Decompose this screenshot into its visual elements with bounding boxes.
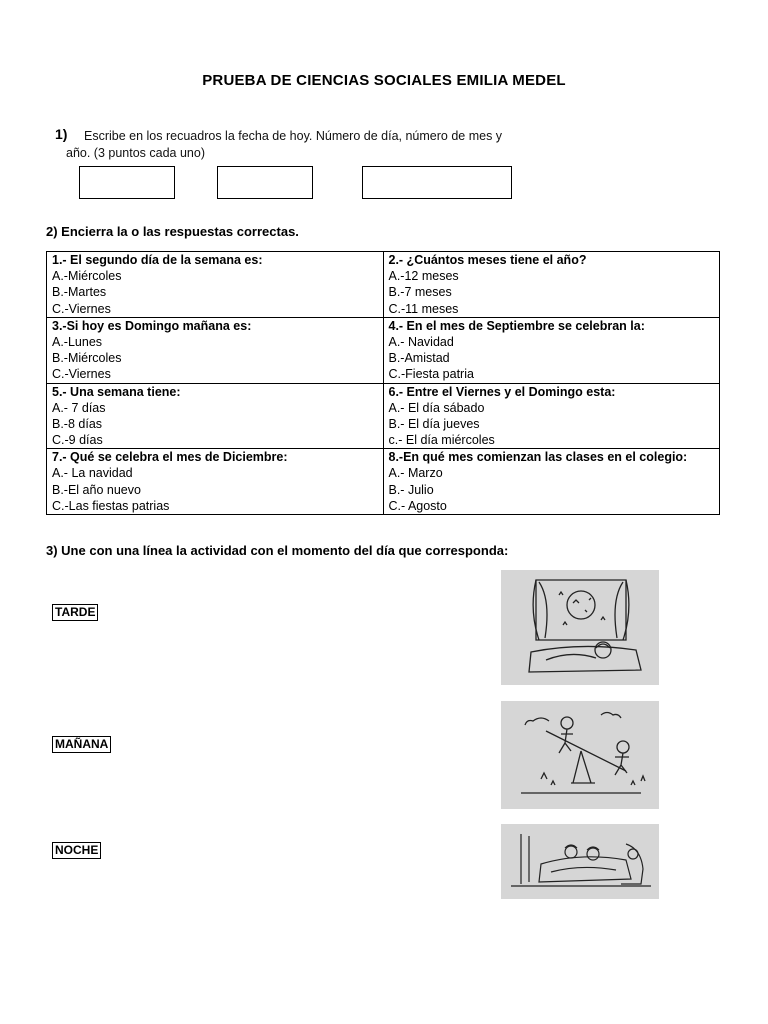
- children-seesaw-illustration[interactable]: [501, 701, 659, 809]
- question-text: 2.- ¿Cuántos meses tiene el año?: [388, 253, 587, 267]
- label-tarde[interactable]: TARDE: [52, 604, 98, 621]
- month-answer-box[interactable]: [217, 166, 313, 199]
- answer-option[interactable]: C.-9 días: [52, 433, 103, 448]
- question-cell: [47, 252, 384, 318]
- answer-option[interactable]: B.-El año nuevo: [52, 482, 141, 497]
- question-text: 3.-Si hoy es Domingo mañana es:: [52, 318, 252, 333]
- question-text: 6.- Entre el Viernes y el Domingo esta:: [388, 384, 616, 399]
- question-1-number: 1): [55, 126, 68, 142]
- table-row: [47, 383, 720, 449]
- answer-option[interactable]: B.-7 meses: [388, 285, 452, 300]
- answer-option[interactable]: A.-Lunes: [52, 334, 103, 349]
- answer-option[interactable]: B.-Amistad: [388, 351, 450, 366]
- answer-option[interactable]: B.-Miércoles: [52, 351, 122, 366]
- answer-option[interactable]: C.-Viernes: [52, 367, 111, 382]
- question-cell: [383, 383, 720, 449]
- question-text: 7.- Qué se celebra el mes de Diciembre:: [52, 450, 288, 465]
- question-cell: [383, 252, 720, 318]
- answer-option[interactable]: B.-Martes: [52, 285, 107, 300]
- answer-option[interactable]: A.- El día sábado: [388, 400, 485, 415]
- answer-option[interactable]: A.-12 meses: [388, 269, 459, 284]
- question-cell: [383, 449, 720, 515]
- answer-option[interactable]: A.- La navidad: [52, 466, 133, 481]
- day-answer-box[interactable]: [79, 166, 175, 199]
- answer-option[interactable]: C.-Fiesta patria: [388, 367, 474, 382]
- question-cell: [47, 449, 384, 515]
- children-in-bed-drawing: [501, 824, 659, 899]
- table-row: [47, 252, 720, 318]
- answer-option[interactable]: A.- Navidad: [388, 334, 454, 349]
- label-manana[interactable]: MAÑANA: [52, 736, 111, 753]
- answer-option[interactable]: A.- Marzo: [388, 466, 443, 481]
- question-text: 5.- Una semana tiene:: [52, 384, 181, 399]
- children-in-bed-illustration[interactable]: [501, 824, 659, 899]
- question-cell: [47, 317, 384, 383]
- label-noche[interactable]: NOCHE: [52, 842, 101, 859]
- question-cell: [47, 383, 384, 449]
- answer-option[interactable]: C.-Las fiestas patrias: [52, 498, 170, 513]
- answer-option[interactable]: B.-8 días: [52, 416, 103, 431]
- multiple-choice-table: [46, 251, 720, 515]
- sleeping-child-window-illustration[interactable]: [501, 570, 659, 685]
- question-3-heading: 3) Une con una línea la actividad con el momento del día que corresponda:: [46, 543, 509, 558]
- answer-option[interactable]: C.- Agosto: [388, 498, 447, 513]
- answer-option[interactable]: C.-11 meses: [388, 301, 459, 316]
- question-cell: [383, 317, 720, 383]
- question-2-heading: 2) Encierra la o las respuestas correctas.: [46, 224, 299, 239]
- sleeping-child-window-drawing: [501, 570, 659, 685]
- question-1-text: Escribe en los recuadros la fecha de hoy. Número de día, número de mes y año. (3 puntos cada uno): [66, 129, 503, 160]
- answer-option[interactable]: B.- Julio: [388, 482, 434, 497]
- answer-option[interactable]: A.-Miércoles: [52, 269, 122, 284]
- answer-option[interactable]: C.-Viernes: [52, 301, 111, 316]
- children-seesaw-drawing: [501, 701, 659, 809]
- table-row: [47, 317, 720, 383]
- table-row: [47, 449, 720, 515]
- answer-option[interactable]: A.- 7 días: [52, 400, 106, 415]
- answer-option[interactable]: B.- El día jueves: [388, 416, 480, 431]
- question-text: 4.- En el mes de Septiembre se celebran la:: [388, 318, 645, 333]
- question-text: 8.-En qué mes comienzan las clases en el colegio:: [388, 450, 688, 465]
- page-title: PRUEBA DE CIENCIAS SOCIALES EMILIA MEDEL: [202, 72, 566, 89]
- year-answer-box[interactable]: [362, 166, 512, 199]
- answer-option[interactable]: c.- El día miércoles: [388, 433, 495, 448]
- question-text: 1.- El segundo día de la semana es:: [52, 253, 263, 267]
